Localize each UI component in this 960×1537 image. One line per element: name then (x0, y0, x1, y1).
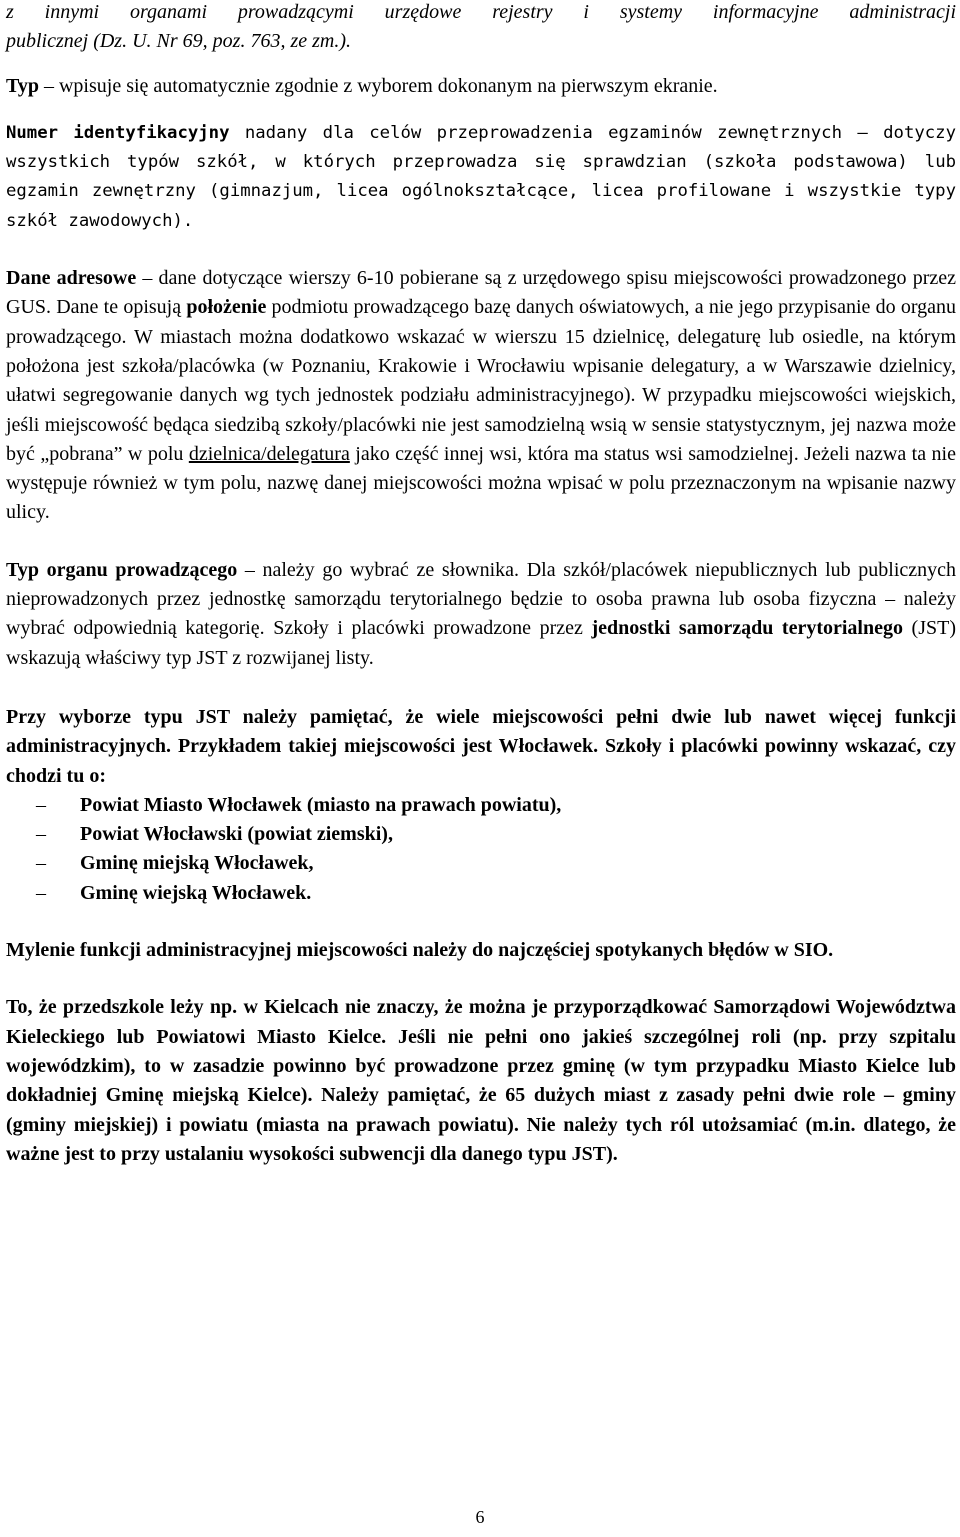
dane-bold-polozenie: położenie (186, 296, 267, 319)
typ-paragraph (6, 72, 956, 101)
dane-text-2: podmiotu prowadzącego bazę danych oświatowych, a nie jego przypisanie do organu prowadzącego. W miastach można dodatkowo wskazać w wierszu 15 dzielnicę, delegaturę lub osiedle, na którym położona jest szkoła/placówka (w Poznaniu, Krakowie i Wrocławiu wpisanie delegatury, a w Warszawie dzielnicy, ułatwi segregowanie danych wg tych jednostek podziału administracyjnego). W przypadku miejscowości wiejskich, jeśli miejscowość będąca siedzibą szkoły/placówki nie jest samodzielną wsią w sensie statystycznym, jej nazwa może być „pobrana” w polu (6, 296, 957, 465)
organ-paragraph (6, 556, 956, 673)
document-page (6, 0, 956, 1169)
dane-text-3: jako część innej wsi, która ma status wsi samodzielnej. Jeżeli nazwa ta nie występuje również w tym polu, nazwę danej miejscowości można wpisać w polu przeznaczonym na wpisanie nazwy ulicy. (6, 442, 956, 524)
mylenie-paragraph: Mylenie funkcji administracyjnej miejscowości należy do najczęściej spotykanych błędów w SIO. (6, 939, 834, 962)
organ-term: Typ organu prowadzącego (6, 558, 238, 581)
dane-text-1: – dane dotyczące wierszy 6-10 pobierane są z urzędowego spisu miejscowości prowadzonego przez GUS. Dane te opisują (6, 267, 957, 319)
dane-paragraph (6, 264, 956, 528)
typ-text: – wpisuje się automatycznie zgodnie z wyborem dokonanym na pierwszym ekranie. (38, 74, 718, 97)
typ-term: Typ (6, 74, 39, 97)
organ-text-2: (JST) wskazują właściwy typ JST z rozwijanej listy. (6, 617, 956, 669)
jst-list (6, 791, 956, 908)
jst-list-item: – Gminę wiejską Włocławek. (36, 881, 312, 904)
jst-list-item: – Gminę miejską Włocławek, (36, 852, 314, 875)
numer-paragraph (6, 119, 956, 236)
kielce-paragraph: To, że przedszkole leży np. w Kielcach nie znaczy, że można je przyporządkować Samorządowi Województwa Kieleckiego lub Powiatowi Miasto Kielce. Jeśli nie pełni ono jakieś szczególnej roli (np. przy szpitalu wojewódzkim), to w zasadzie powinno być prowadzone przez gminę (w tym przypadku Miasto Kielce lub dokładniej Gminę miejską Kielce). Należy pamiętać, że 65 dużych miast z zasady pełni dwie role – gminy (gminy miejskiej) i powiatu (miasta na prawach powiatu). Nie należy tych ról utożsamiać (m.in. dlatego, że ważne jest to przy ustalaniu wysokości subwencji dla danego typu JST). (6, 996, 956, 1165)
numer-text: nadany dla celów przeprowadzenia egzaminów zewnętrznych – dotyczy wszystkich typów szkół, w których przeprowadza się sprawdzian (szkoła podstawowa) lub egzamin zewnętrzny (gimnazjum, licea ogólnokształcące, licea profilowane i wszystkie typy szkół zawodowych). (6, 122, 956, 231)
numer-term: Numer identyfikacyjny (6, 122, 230, 143)
jst-list-item: – Powiat Włocławski (powiat ziemski), (36, 823, 393, 846)
organ-text-1: – należy go wybrać ze słownika. Dla szkół/placówek niepublicznych lub publicznych nieprowadzonych przez jednostkę samorządu terytorialnego będzie to osoba prawna lub osoba fizyczna – należy wybrać odpowiednią kategorię. Szkoły i placówki prowadzone przez (6, 558, 957, 640)
jst-list-item: – Powiat Miasto Włocławek (miasto na prawach powiatu), (36, 793, 562, 816)
organ-bold-jst: jednostki samorządu terytorialnego (591, 617, 903, 640)
jst-intro-paragraph: Przy wyborze typu JST należy pamiętać, że wiele miejscowości pełni dwie lub nawet więcej funkcji administracyjnych. Przykładem takiej miejscowości jest Włocławek. Szkoły i placówki powinny wskazać, czy chodzi tu o: (6, 705, 956, 787)
page-number: 6 (475, 1507, 485, 1527)
intro-line-1: z innymi organami prowadzącymi urzędowe rejestry i systemy informacyjne administracji (6, 1, 956, 23)
dane-term: Dane adresowe (6, 267, 137, 290)
dane-underline-field: dzielnica/delegatura (188, 442, 350, 465)
intro-line-2: publicznej (Dz. U. Nr 69, poz. 763, ze zm.). (6, 30, 351, 53)
